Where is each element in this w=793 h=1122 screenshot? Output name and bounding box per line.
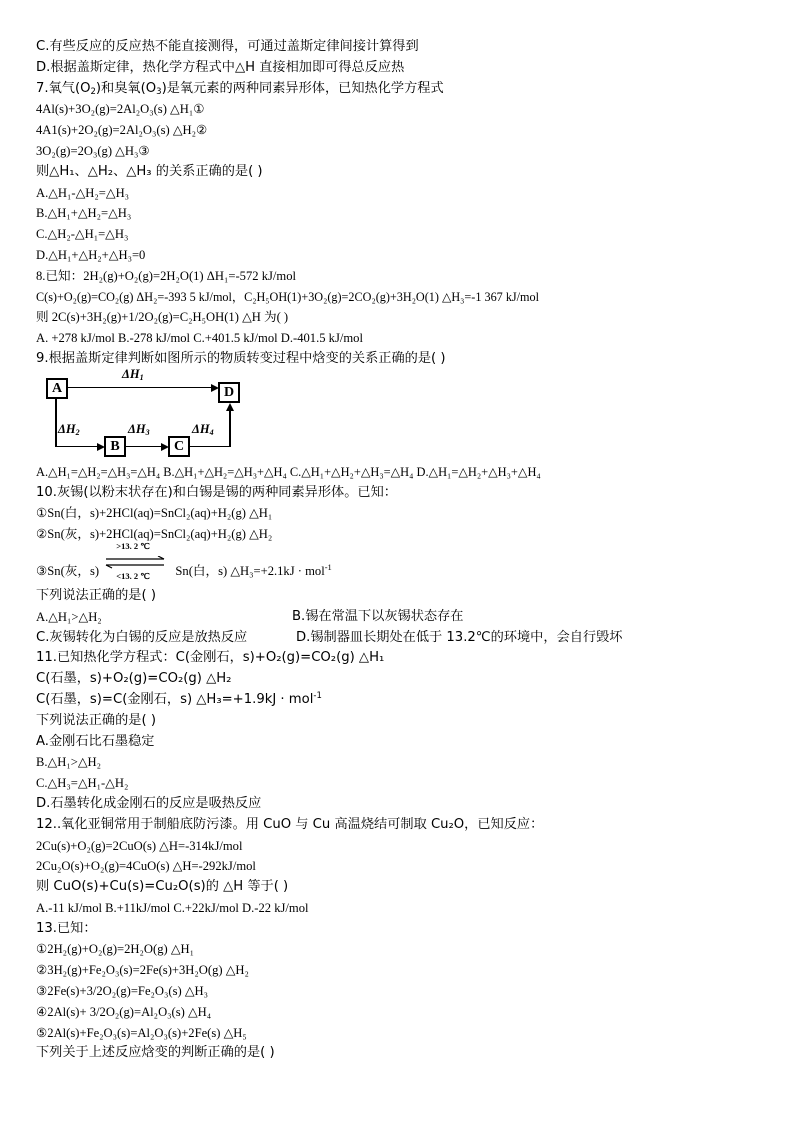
q11-option-c: C.△H₃=△H₁-△H₂ <box>36 776 129 791</box>
equilibrium-arrows <box>104 541 166 582</box>
q10-equation-1: ①Sn(白，s)+2HCl(aq)=SnCl₂(aq)+H₂(g) △H₁ <box>36 506 273 521</box>
q9-question: 9.根据盖斯定律判断如图所示的物质转变过程中焓变的关系正确的是( ) <box>36 350 446 366</box>
document-page <box>36 37 776 1064</box>
arrow-condition-bottom: <13. 2 ℃ <box>116 571 150 582</box>
q8-line-1: 8.已知：2H₂(g)+O₂(g)=2H₂O(1) ΔH₁=-572 kJ/mol <box>36 268 296 283</box>
q13-ask: 下列关于上述反应焓变的判断正确的是( ) <box>36 1045 275 1061</box>
q7-option-b: B.△H₁+△H₂=△H₃ <box>36 206 132 221</box>
delta-h1-label: $\Delta H_1$ <box>122 366 144 382</box>
q11-line-2: C(石墨，s)+O₂(g)=CO₂(g) △H₂ <box>36 671 232 687</box>
q13-equation-3: ③2Fe(s)+3/2O₂(g)=Fe₂O₃(s) △H₃ <box>36 984 209 999</box>
arrow-a-to-d-head <box>211 384 219 392</box>
q9-options: A.△H₁=△H₂=△H₃=△H₄ B.△H₁+△H₂=△H₃+△H₄ C.△H₁+△H₂+△H₃=△H₄ D.△H₁=△H₂+△H₃+△H₄ <box>36 464 541 479</box>
q12-line-1: 12..氧化亚铜常用于制船底防污漆。用 CuO 与 Cu 高温烧结可制取 Cu₂O，已知反应： <box>36 816 544 832</box>
arrow-a-to-b <box>55 446 97 448</box>
q7-equation-2: 4A1(s)+2O₂(g)=2Al₂O₃(s) △H₂② <box>36 123 208 138</box>
q8-line-2: C(s)+O₂(g)=CO₂(g) ΔH₂=-393 5 kJ/mol，C₂H₅OH(1)+3O₂(g)=2CO₂(g)+3H₂O(1) △H₃=-1 367 kJ/mol <box>36 289 540 304</box>
arrow-a-to-b-head <box>97 443 105 451</box>
q8-options: A. +278 kJ/mol B.-278 kJ/mol C.+401.5 kJ/mol D.-401.5 kJ/mol <box>36 331 363 346</box>
delta-h4-label: $\Delta H_4$ <box>192 421 214 437</box>
q10-option-a: A.△H₁>△H₂ <box>36 609 102 624</box>
q12-options: A.-11 kJ/mol B.+11kJ/mol C.+22kJ/mol D.-22 kJ/mol <box>36 900 309 915</box>
q11-option-d: D.石墨转化成金刚石的反应是吸热反应 <box>36 795 262 811</box>
q11-option-a: A.金刚石比石墨稳定 <box>36 733 155 749</box>
q7-equation-3: 3O₂(g)=2O₃(g) △H₃③ <box>36 143 150 158</box>
q10-question: 10.灰锡(以粉末状存在)和白锡是锡的两种同素异形体。已知： <box>36 484 397 500</box>
q10-equation-2: ②Sn(灰，s)+2HCl(aq)=SnCl₂(aq)+H₂(g) △H₂ <box>36 527 273 542</box>
arrow-condition-top: >13. 2 ℃ <box>116 541 150 552</box>
q13-equation-2: ②3H₂(g)+Fe₂O₃(s)=2Fe(s)+3H₂O(g) △H₂ <box>36 963 249 978</box>
node-d: D <box>218 382 240 403</box>
q10-option-d: D.锡制器皿长期处在低于 13.2℃的环境中，会自行毁坏 <box>296 629 623 645</box>
arrow-c-right <box>190 446 230 448</box>
q12-line-2: 2Cu(s)+O₂(g)=2CuO(s) △H=-314kJ/mol <box>36 838 243 853</box>
q7-equation-1: 4Al(s)+3O₂(g)=2Al₂O₃(s) △H₁① <box>36 102 205 117</box>
q13-equation-4: ④2Al(s)+ 3/2O₂(g)=Al₂O₃(s) △H₄ <box>36 1004 212 1019</box>
q13-equation-5: ⑤2Al(s)+Fe₂O₃(s)=Al₂O₃(s)+2Fe(s) △H₅ <box>36 1025 247 1040</box>
q10-option-b: B.锡在常温下以灰锡状态存在 <box>292 608 464 624</box>
q7-question: 则△H₁、△H₂、△H₃ 的关系正确的是( ) <box>36 163 263 179</box>
delta-h3-label: $\Delta H_3$ <box>128 421 150 437</box>
q11-option-b: B.△H₁>△H₂ <box>36 755 101 770</box>
q7-option-d: D.△H₁+△H₂+△H₃=0 <box>36 247 146 262</box>
arrow-c-to-d-head <box>226 403 234 411</box>
node-b: B <box>104 436 126 457</box>
q7-option-a: A.△H₁-△H₂=△H₃ <box>36 185 130 200</box>
q10-option-c: C.灰锡转化为白锡的反应是放热反应 <box>36 629 248 645</box>
q11-ask: 下列说法正确的是( ) <box>36 712 156 728</box>
q12-line-4: 则 CuO(s)+Cu(s)=Cu₂O(s)的 △H 等于( ) <box>36 879 289 895</box>
question-7-stem: 7.氧气$(O_2)$和臭氧$(O_3)$是氧元素的两种同素异形体，已知热化学方程式 <box>36 80 444 97</box>
q10-options-cd <box>36 628 776 649</box>
arrow-c-to-d <box>229 411 231 447</box>
q8-line-3: 则 2C(s)+3H₂(g)+1/2O₂(g)=C₂H₅OH(1) △H 为( ) <box>36 310 289 325</box>
option-d-line: D.根据盖斯定律，热化学方程式中△H 直接相加即可得总反应热 <box>36 59 405 75</box>
q13-equation-1: ①2H₂(g)+O₂(g)=2H₂O(g) △H₁ <box>36 942 195 957</box>
q13-question: 13.已知： <box>36 920 97 936</box>
reversible-arrow-icon <box>104 556 166 570</box>
q10-options-ab <box>36 607 776 628</box>
option-c-line: C.有些反应的反应热不能直接测得，可通过盖斯定律间接计算得到 <box>36 39 419 54</box>
arrow-b-to-c <box>126 446 161 448</box>
enthalpy-path-diagram <box>36 366 776 462</box>
node-c: C <box>168 436 190 457</box>
node-a: A <box>46 378 68 399</box>
q12-line-3: 2Cu₂O(s)+O₂(g)=4CuO(s) △H=-292kJ/mol <box>36 859 256 874</box>
arrow-a-to-d <box>68 387 212 389</box>
q7-option-c: C.△H₂-△H₁=△H₃ <box>36 227 129 242</box>
q11-line-1: 11.已知热化学方程式：C(金刚石，s)+O₂(g)=CO₂(g) △H₁ <box>36 650 385 666</box>
arrow-b-to-c-head <box>161 443 169 451</box>
arrow-a-down <box>55 399 57 446</box>
q10-equation-3: ③Sn(灰，s) >13. 2 ℃ <13. 2 ℃ Sn(白，s) △H₃=+2.1kJ · mol$^{-1}$ <box>36 541 332 582</box>
delta-h2-label: $\Delta H_2$ <box>58 421 80 437</box>
q11-line-3: C(石墨，s)=C(金刚石，s) △H₃=+1.9kJ · mol$^{-1}$ <box>36 690 322 707</box>
q10-ask: 下列说法正确的是( ) <box>36 587 156 603</box>
